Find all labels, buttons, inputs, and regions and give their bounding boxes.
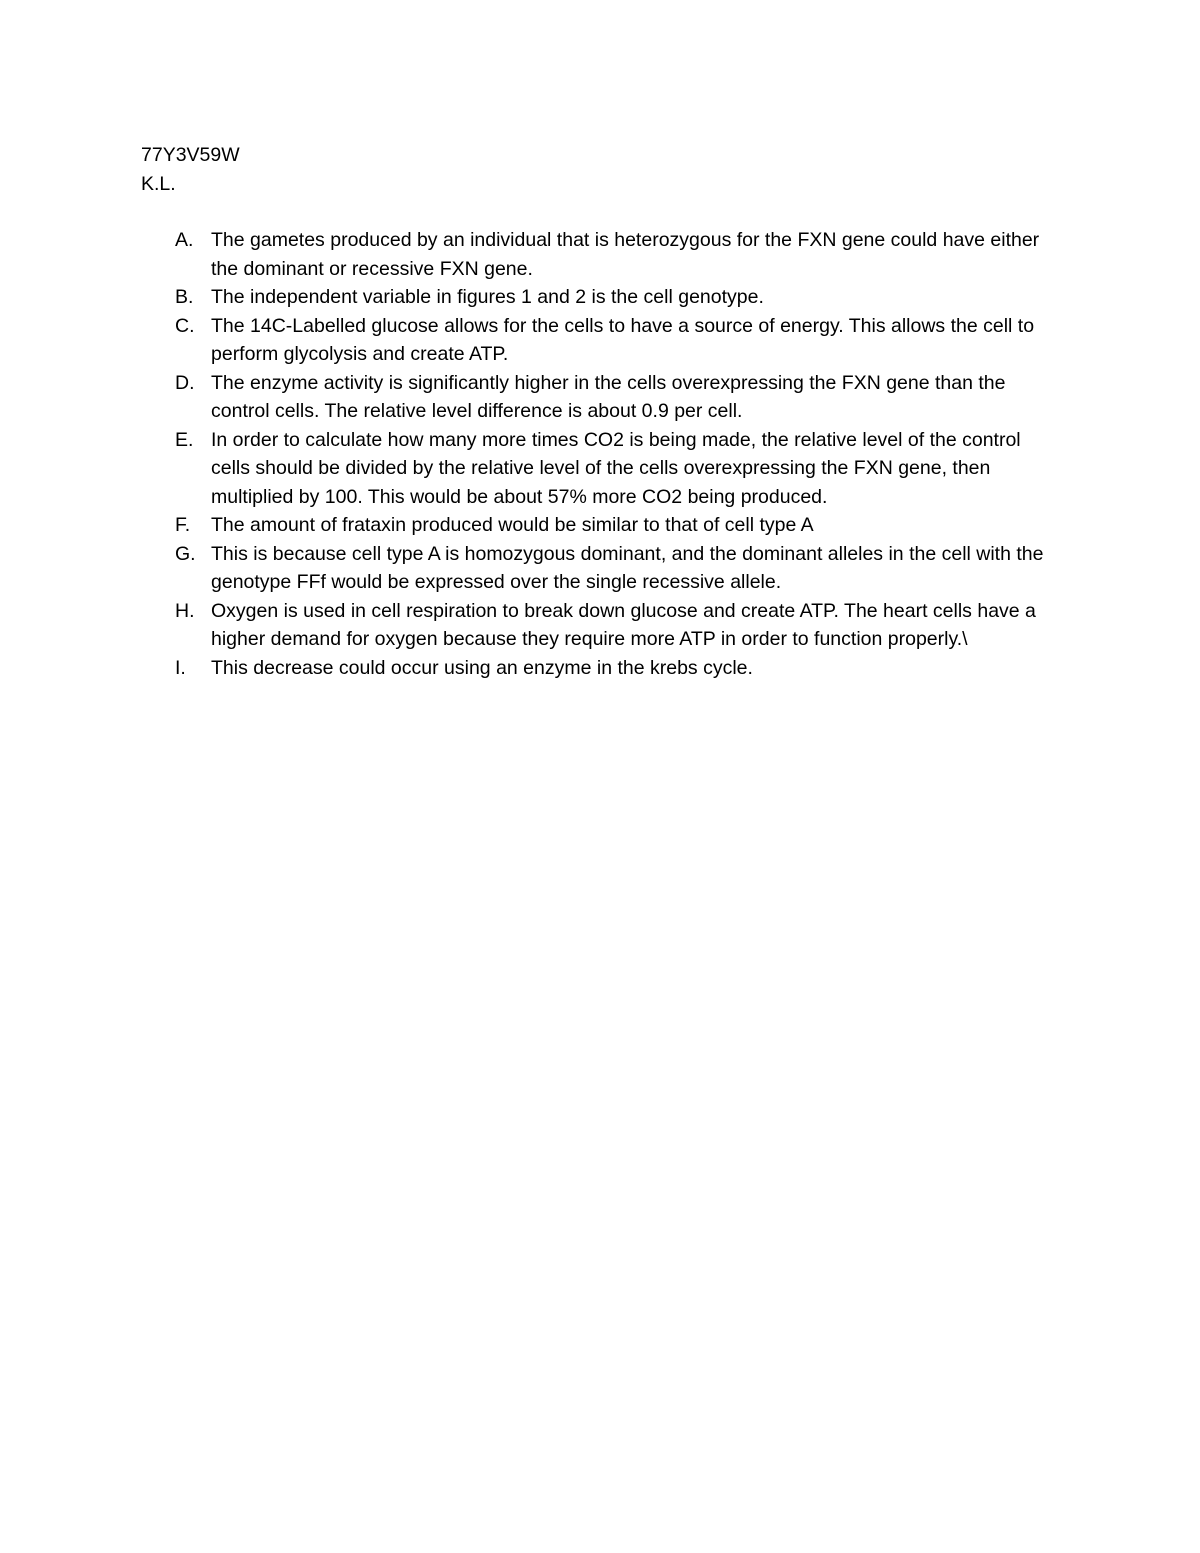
answer-text: Oxygen is used in cell respiration to break down glucose and create ATP. The heart cells have a higher demand for oxygen because they require more ATP in order to function properly.\ bbox=[211, 599, 1036, 650]
answer-marker: H. bbox=[175, 599, 195, 622]
answer-text: The enzyme activity is significantly higher in the cells overexpressing the FXN gene than the control cells. The relative level difference is about 0.9 per cell. bbox=[211, 371, 1006, 422]
answer-text: The gametes produced by an individual that is heterozygous for the FXN gene could have either the dominant or recessive FXN gene. bbox=[211, 229, 1040, 280]
answer-item-h bbox=[141, 597, 1061, 654]
answer-item-d bbox=[141, 369, 1061, 426]
answer-list bbox=[141, 226, 1061, 682]
answer-marker: G. bbox=[175, 542, 196, 565]
student-initials: K.L. bbox=[141, 172, 176, 195]
answer-item-c bbox=[141, 312, 1061, 369]
answer-text: This is because cell type A is homozygous dominant, and the dominant alleles in the cell with the genotype FFf would be expressed over the single recessive allele. bbox=[211, 542, 1044, 593]
answer-item-b bbox=[141, 283, 1061, 312]
answer-item-a bbox=[141, 226, 1061, 283]
answer-text: This decrease could occur using an enzyme in the krebs cycle. bbox=[211, 656, 753, 679]
answer-item-i bbox=[141, 654, 1061, 683]
answer-marker: C. bbox=[175, 314, 195, 337]
answer-marker: E. bbox=[175, 428, 194, 451]
answer-text: The amount of frataxin produced would be similar to that of cell type A bbox=[211, 514, 814, 536]
answer-marker: F. bbox=[175, 514, 191, 536]
answer-item-f bbox=[141, 511, 1061, 540]
document-header bbox=[141, 141, 240, 198]
answer-marker: A. bbox=[175, 229, 194, 251]
answer-text: The 14C-Labelled glucose allows for the cells to have a source of energy. This allows the cell to perform glycolysis and create ATP. bbox=[211, 314, 1035, 365]
student-id: 77Y3V59W bbox=[141, 144, 240, 166]
answer-marker: I. bbox=[175, 656, 186, 679]
answer-item-e bbox=[141, 426, 1061, 512]
answer-marker: B. bbox=[175, 286, 194, 308]
answer-text: The independent variable in figures 1 and 2 is the cell genotype. bbox=[211, 286, 764, 308]
answer-item-g bbox=[141, 540, 1061, 597]
answer-marker: D. bbox=[175, 371, 195, 394]
answer-text: In order to calculate how many more times CO2 is being made, the relative level of the control cells should be divided by the relative level of the cells overexpressing the FXN gene, then multiplied by 100. This would be about 57% more CO2 being produced. bbox=[211, 428, 1021, 508]
